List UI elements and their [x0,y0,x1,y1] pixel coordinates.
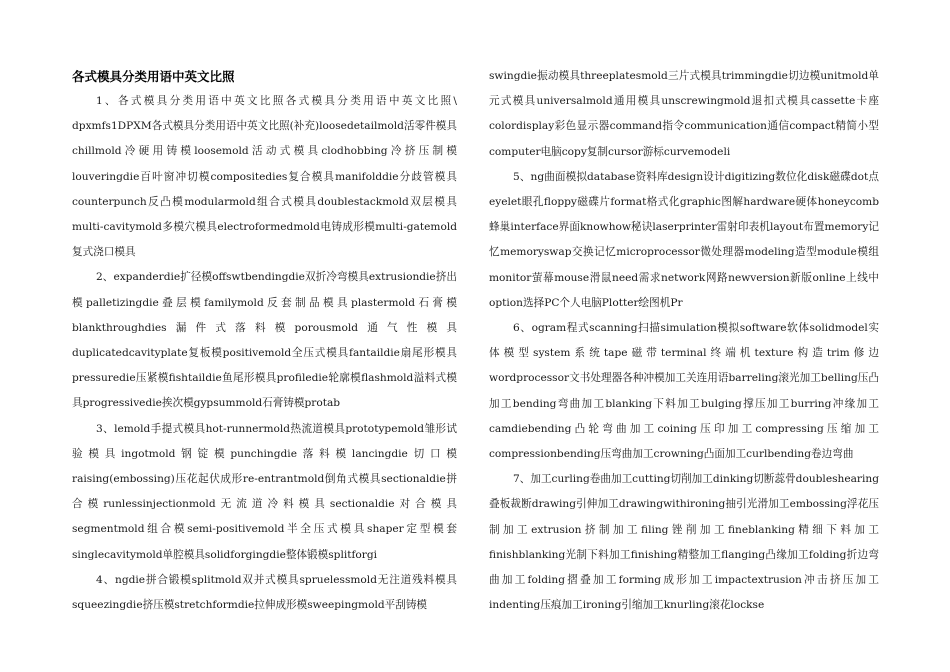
paragraph-3: 3、lemold手提式模具hot-runnermold热流道模具prototypemold雏形试验模具ingotmold钢锭模punchingdie落料模lancingdie切口模raising(embossing)压花起伏成形re-entrantmold倒角式模具sectionaldie拼合模runlessinjectionmold无流道冷料模具sectionaldie对合模具segmentmold组合模semi-positivemold半全压式模具shaper定型模套singlecavitymold单腔模具solidforgingdie整体锻模splitforgi [72,422,457,561]
paragraph-6: 6、ogram程式scanning扫描simulation模拟software软体solidmodel实体模型system系统tape磁带terminal终端机texture构造trim修边wordprocessor文书处理器各种冲模加工关连用语barreling滚光加工belling压凸加工bending弯曲加工blanking下料加工bulging撑压加工burring冲缘加工camdiebending凸轮弯曲加工coining压印加工compressing压缩加工compressionbending压弯曲加工crowning凸面加工curlbending卷边弯曲 [489,322,879,461]
left-column [72,64,457,618]
right-column [489,64,879,618]
paragraph-7: 7、加工curling卷曲加工cutting切削加工dinking切断蕊骨doubleshearing叠板裁断drawing引伸加工drawingwithironing抽引光滑加工embossing浮花压制加工extrusion挤制加工filing锉削加工fineblanking精细下料加工finishblanking光制下料加工finishing精整加工flanging凸缘加工folding折边弯曲加工folding摺叠加工forming成形加工impactextrusion冲击挤压加工indenting压痕加工ironing引缩加工knurling滚花lockse [489,473,879,612]
paragraph-4-continuation: swingdie振动模具threeplatesmold三片式模具trimmingdie切边模unitmold单元式模具universalmold通用模具unscrewingmold退扣式模具cassette卡座colordisplay彩色显示器command指令communication通信compact精简小型computer电脑copy复制cursor游标curvemodeli [489,70,879,158]
document-title: 各式模具分类用语中英文比照 [72,69,235,84]
paragraph-5: 5、ng曲面模拟database资料库design设计digitizing数位化disk磁碟dot点eyelet眼孔floppy磁碟片format格式化graphic图解hardware硬体honeycomb蜂巢interface界面knowhow秘诀laserprinter雷射印表机layout布置memory记忆memoryswap交换记忆microprocessor微处理器modeling造型module模组monitor萤幕mouse滑鼠need需求network网路newversion新版online上线中option选择PC个人电脑Plotter绘图机Pr [489,170,879,309]
paragraph-4: 4、ngdie拼合锻模splitmold双并式模具spruelessmold无注道残料模具squeezingdie挤压模stretchformdie拉伸成形模sweepingmold平刮铸模 [72,573,457,612]
paragraph-1: 1、各式模具分类用语中英文比照各式模具分类用语中英文比照\ dpxmfs1DPXM各式模具分类用语中英文比照(补充)loosedetailmold活零件模具chillmold冷硬用铸模loosemold活动式模具clodhobbing冷挤压制模louveringdie百叶窗冲切模compositedies复合模具manifolddie分歧管模具counterpunch反凸模modularmold组合式模具doublestackmold双层模具multi-cavitymold多模穴模具electroformedmold电铸成形模multi-gatemold复式浇口模具 [72,95,457,259]
paragraph-2: 2、expanderdie扩径模offswtbendingdie双折冷弯模具extrusiondie挤出模palletizingdie叠层模familymold反套制品模具plastermold石膏模blankthroughdies漏件式落料模porousmold通气性模具duplicatedcavityplate复板模positivemold全压式模具fantaildie扇尾形模具pressuredie压紧模fishtaildie鱼尾形模具profiledie轮廓模flashmold溢料式模具progressivedie挨次模gypsummold石膏铸模protab [72,271,457,410]
